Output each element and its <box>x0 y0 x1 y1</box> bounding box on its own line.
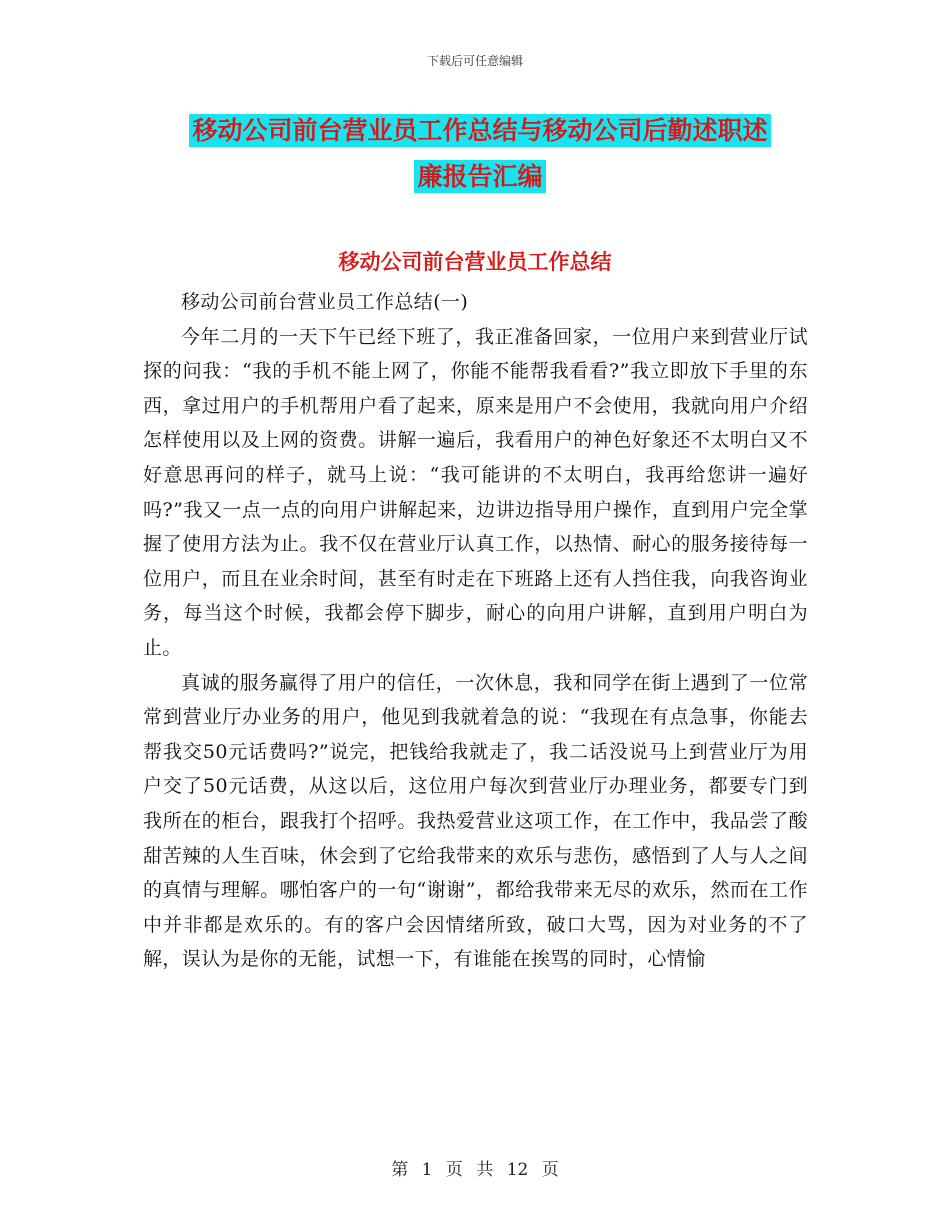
main-title-line-1: 移动公司前台营业员工作总结与移动公司后勤述职述 <box>189 114 770 147</box>
footer-page-label: 第 <box>391 1160 409 1180</box>
footer-total-pages: 12 <box>506 1160 529 1180</box>
section-title: 移动公司前台营业员工作总结 <box>338 250 612 274</box>
footer-page-unit: 页 <box>445 1160 463 1180</box>
footer-page-number: 1 <box>421 1160 433 1180</box>
page-footer <box>0 1155 950 1180</box>
main-title <box>150 108 810 200</box>
paragraph-subtitle: 移动公司前台营业员工作总结(一) <box>181 291 469 313</box>
footer-total-label: 共 <box>476 1160 494 1180</box>
footer-total-unit: 页 <box>541 1160 559 1180</box>
header-note: 下载后可任意编辑 <box>426 54 523 68</box>
paragraph: 今年二月的一天下午已经下班了，我正准备回家，一位用户来到营业厅试探的问我：“我的手机不能上网了，你能不能帮我看看?”我立即放下手里的东西，拿过用户的手机帮用户看了起来，原来是用户不会使用，我就向用户介绍怎样使用以及上网的资费。讲解一遍后，我看用户的神色好象还不太明白又不好意思再问的样子，就马上说：“我可能讲的不太明白，我再给您讲一遍好吗?”我又一点一点的向用户讲解起来，边讲边指导用户操作，直到用户完全掌握了使用方法为止。我不仅在营业厅认真工作，以热情、耐心的服务接待每一位用户，而且在业余时间，甚至有时走在下班路上还有人挡住我，向我咨询业务，每当这个时候，我都会停下脚步，耐心的向用户讲解，直到用户明白为止。 <box>143 325 808 659</box>
paragraph: 真诚的服务赢得了用户的信任，一次休息，我和同学在街上遇到了一位常常到营业厅办业务的用户，他见到我就着急的说：“我现在有点急事，你能去帮我交50元话费吗?”说完，把钱给我就走了，我二话没说马上到营业厅为用户交了50元话费，从这以后，这位用户每次到营业厅办理业务，都要专门到我所在的柜台，跟我打个招呼。我热爱营业这项工作，在工作中，我品尝了酸甜苦辣的人生百味，休会到了它给我带来的欢乐与悲伤，感悟到了人与人之间的真情与理解。哪怕客户的一句“谢谢”，都给我带来无尽的欢乐，然而在工作中并非都是欢乐的。有的客户会因情绪所致，破口大骂，因为对业务的不了解，误认为是你的无能，试想一下，有谁能在挨骂的同时，心情愉 <box>143 671 808 971</box>
body-text <box>143 285 808 977</box>
main-title-line-2: 廉报告汇编 <box>414 160 545 193</box>
